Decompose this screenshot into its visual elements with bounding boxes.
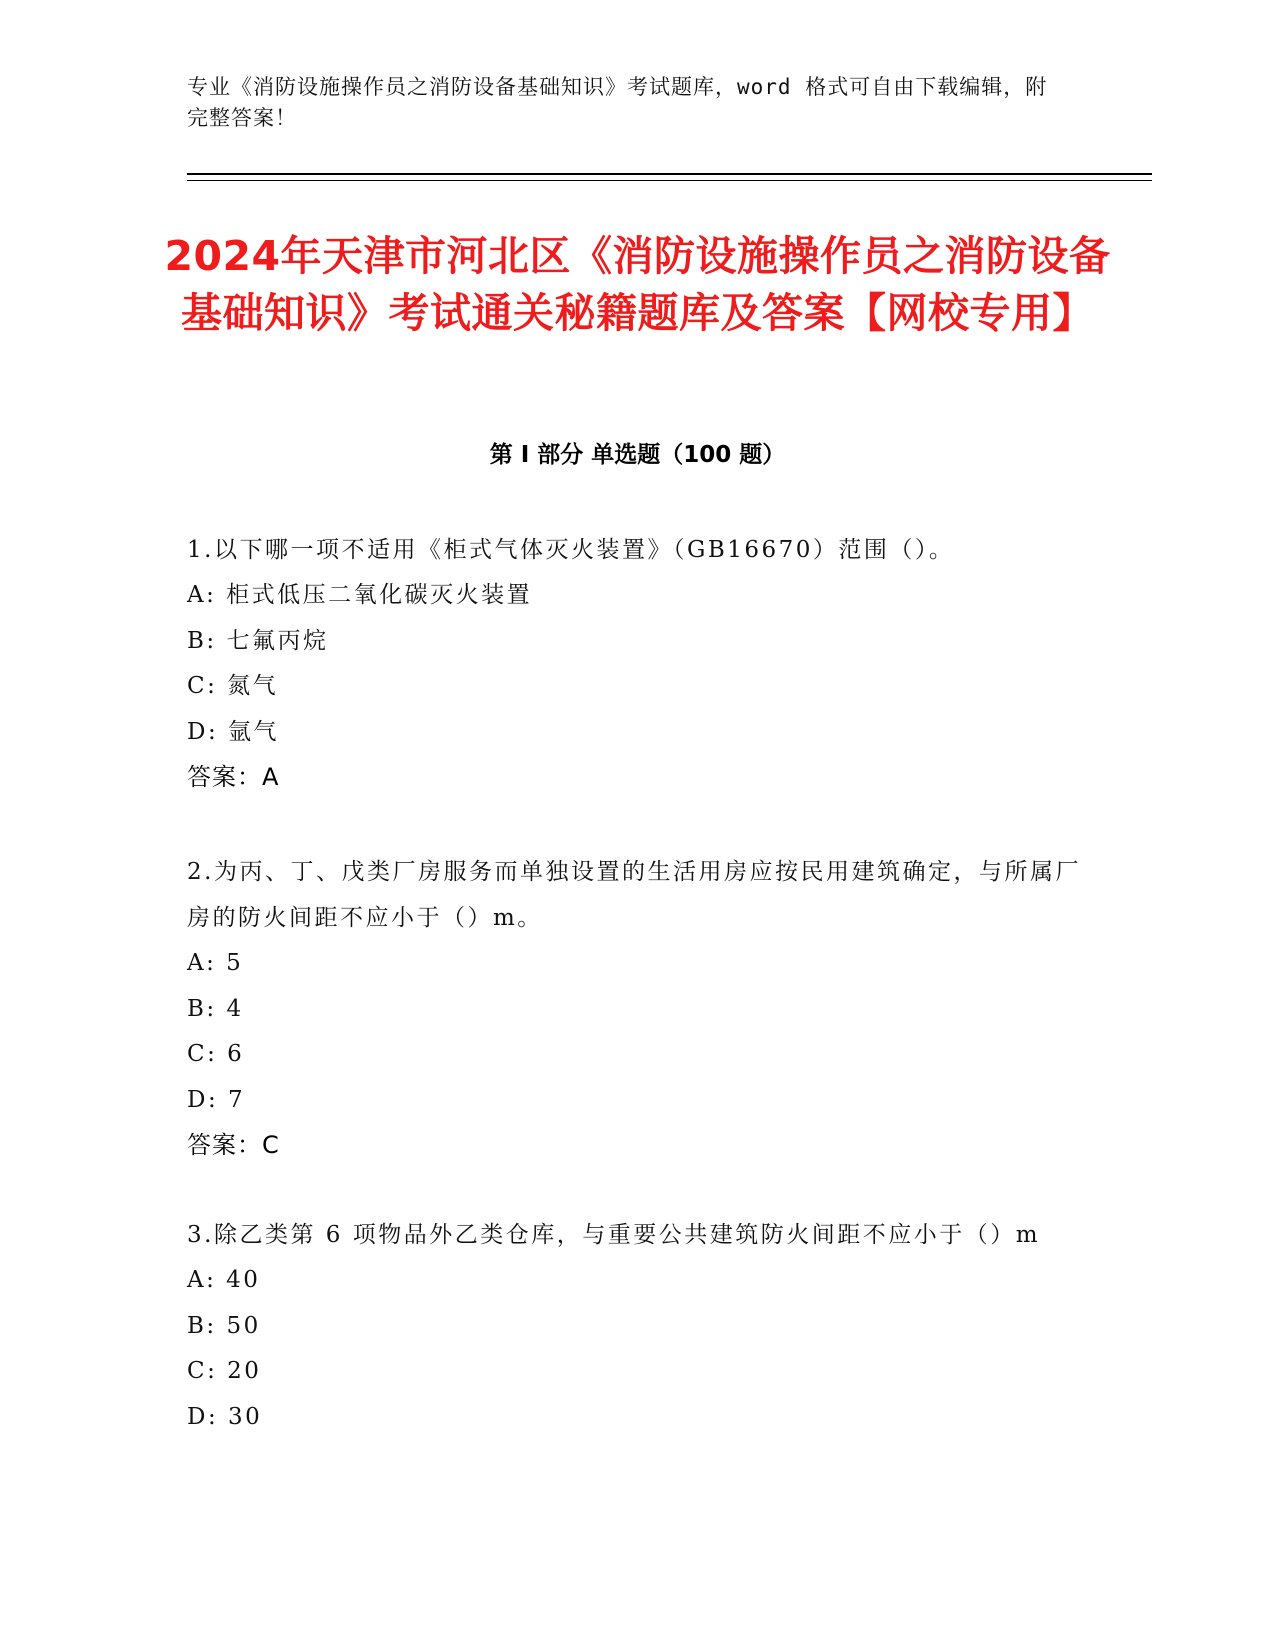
option-d: D: 7 xyxy=(187,1086,246,1113)
option-a: A: 5 xyxy=(187,950,244,976)
option-list xyxy=(187,573,1087,755)
option-d: D: 30 xyxy=(187,1403,263,1430)
option-d: D: 氩气 xyxy=(187,718,280,745)
option-a: A: 40 xyxy=(187,1267,261,1293)
option-c: C: 氮气 xyxy=(187,673,279,699)
question-stem: 1.以下哪一项不适用《柜式气体灭火装置》（GB16670）范围（）。 xyxy=(187,537,955,563)
section-heading: 第 I 部分 单选题（100 题） xyxy=(489,442,786,468)
option-b: B: 4 xyxy=(187,995,244,1022)
option-list xyxy=(187,1258,1087,1440)
option-c: C: 20 xyxy=(187,1358,262,1384)
document-title: 2024年天津市河北区《消防设施操作员之消防设备基础知识》考试通关秘籍题库及答案【网校专用】 xyxy=(164,232,1111,337)
question-3 xyxy=(187,1212,1087,1440)
option-a: A: 柜式低压二氧化碳灭火装置 xyxy=(187,582,533,608)
option-b: B: 50 xyxy=(187,1312,261,1339)
header-divider-thin xyxy=(187,180,1152,181)
question-1 xyxy=(187,527,1087,800)
header-divider-thick xyxy=(187,173,1152,175)
question-stem: 2.为丙、丁、戊类厂房服务而单独设置的生活用房应按民用建筑确定，与所属厂房的防火间距不应小于（）m。 xyxy=(187,859,1081,931)
question-2 xyxy=(187,849,1087,1168)
option-c: C: 6 xyxy=(187,1041,245,1067)
answer-line: 答案：C xyxy=(187,1131,280,1159)
question-stem: 3.除乙类第 6 项物品外乙类仓库，与重要公共建筑防火间距不应小于（）m xyxy=(187,1222,1041,1248)
option-list xyxy=(187,941,1087,1123)
header-note: 专业《消防设施操作员之消防设备基础知识》考试题库，word 格式可自由下载编辑，附完整答案！ xyxy=(187,75,1048,130)
answer-line: 答案：A xyxy=(187,763,280,791)
option-b: B: 七氟丙烷 xyxy=(187,627,329,654)
